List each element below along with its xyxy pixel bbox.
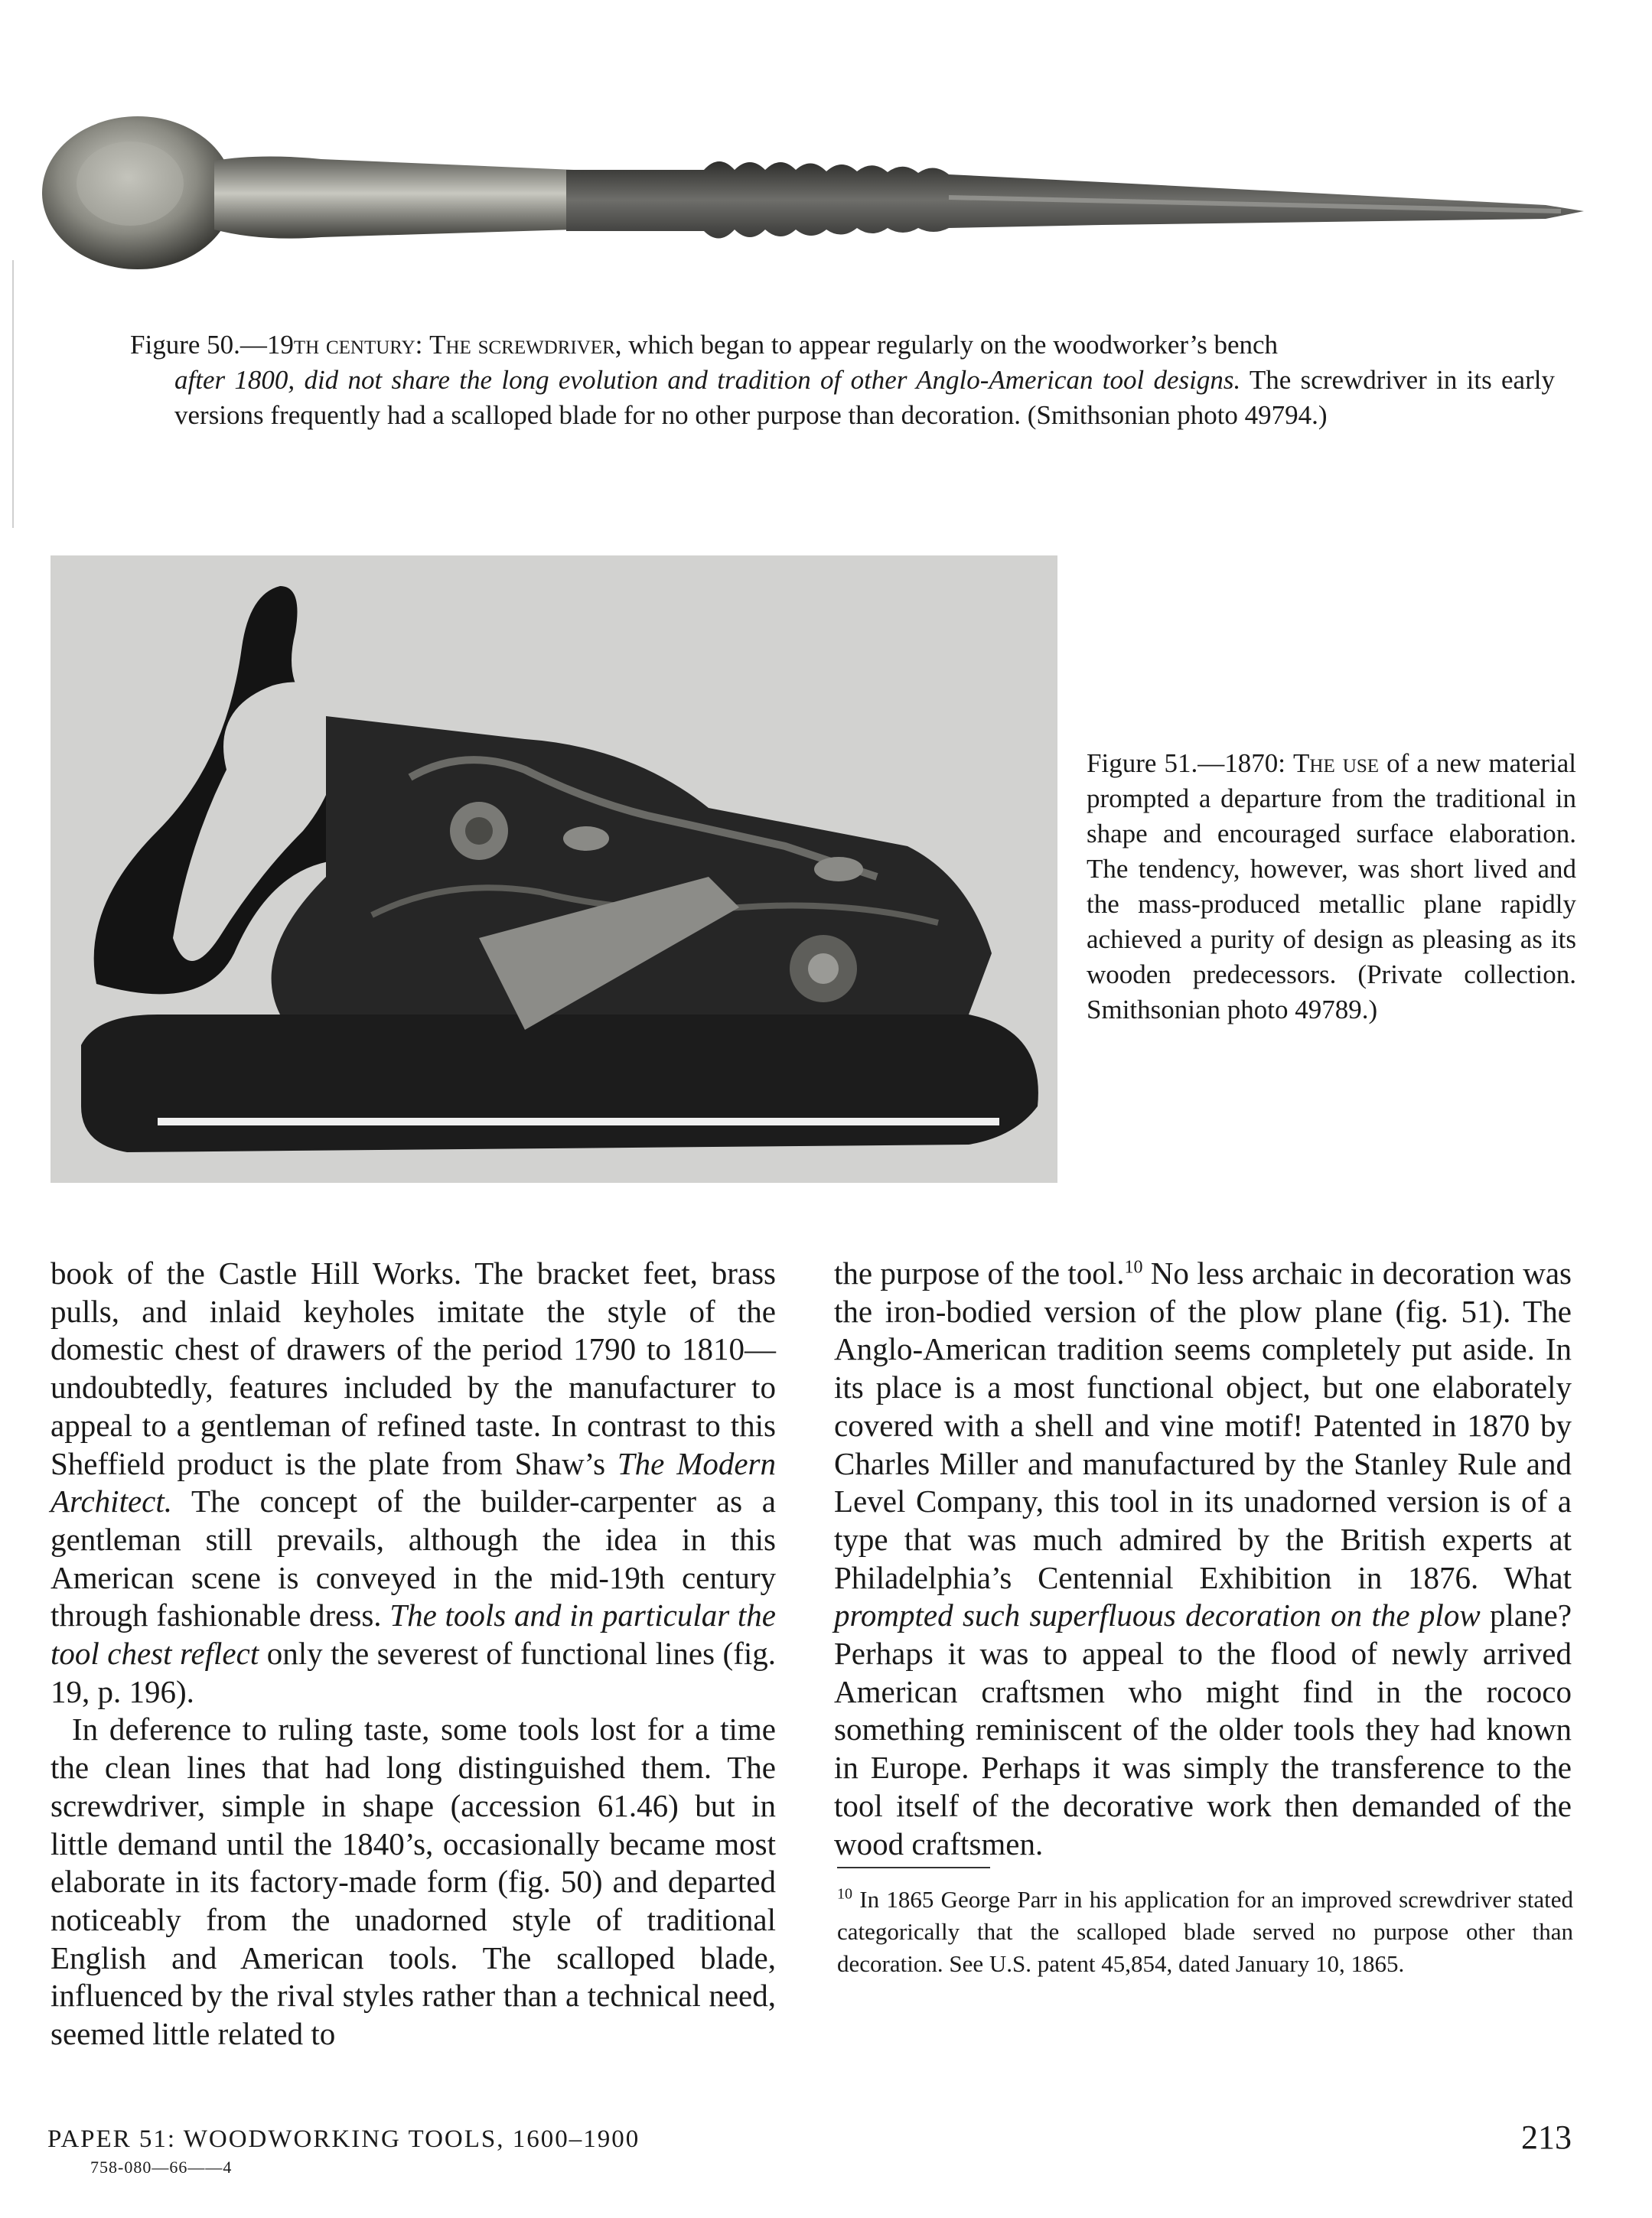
right-p1-text-a: the purpose of the tool.	[834, 1256, 1125, 1291]
right-p1-text-b: No less archaic in decoration was the iron-bodied version of the plow plane (fig. 51). The Anglo-American tradition seems completely put aside. In its place is a most functional object, but one elaborately covered with a shell and vine motif! Patented in 1870 by Charles Miller and manufactured by the Stanley Rule and Level Company, this tool in its unadorned version is of a type that was much admired by the British experts at Philadelphia’s Centennial Exhibition in 1876. What	[834, 1256, 1572, 1595]
screwdriver-photo	[31, 99, 1584, 291]
left-p1-text-italic: The tools and in particular the tool chest reflect	[51, 1598, 777, 1672]
figure-51-text: of a new material prompted a departure from the traditional in shape and encouraged surface elaboration. The tendency, however, was short lived and the mass-produced metallic plane rapidly achieved a purity of design as pleasing as its wooden predecessors. (Private collection. Smithsonian photo 49789.)	[1087, 748, 1576, 1024]
footnote-rule	[837, 1867, 990, 1868]
figure-50-era: 19th century:	[266, 330, 423, 360]
figure-51-lead: The use	[1293, 748, 1380, 778]
running-footer: PAPER 51: WOODWORKING TOOLS, 1600–1900	[47, 2125, 640, 2153]
figure-50-text-1: which began to appear regularly on the woodworker’s bench	[628, 330, 1279, 360]
right-column	[834, 1255, 1572, 1863]
figure-51-label: Figure 51.—1870:	[1087, 748, 1285, 778]
plow-plane-photo	[51, 555, 1057, 1183]
footnote	[837, 1884, 1573, 1980]
figure-50-caption	[130, 327, 1555, 433]
book-title: The Modern Architect.	[51, 1445, 776, 1519]
page-number: 213	[1521, 2119, 1572, 2156]
left-paragraph-1	[51, 1255, 776, 1711]
figure-50-lead: The screwdriver,	[429, 330, 622, 360]
footnote-number: 10	[837, 1885, 852, 1903]
footnote-text: In 1865 George Parr in his application for an improved screwdriver stated categorically that the scalloped blade served no purpose other than decoration. See U.S. patent 45,854, dated January 10, 1865.	[837, 1886, 1573, 1977]
figure-51-caption	[1087, 746, 1576, 1028]
right-p1-text-italic: prompted such superfluous decoration on the plow	[834, 1598, 1481, 1633]
footnote-reference: 10	[1124, 1257, 1143, 1278]
figure-50-label: Figure 50.—	[130, 330, 267, 360]
right-p1-text-d: plane? Perhaps it was to appeal to the flood of newly arrived American craftsmen who might find in the rococo something reminiscent of the older tools they had known in Europe. Perhaps it was simply the transference to the tool itself of the decorative work then demanded of the wood craftsmen.	[834, 1598, 1572, 1861]
right-paragraph-1	[834, 1255, 1572, 1863]
print-code: 758-080—66——4	[90, 2158, 233, 2177]
figure-50-text-italic: after 1800, did not share the long evolution and tradition of other Anglo-American tool designs.	[174, 365, 1241, 395]
left-column	[51, 1255, 776, 2054]
left-p1-text-d: only the severest of functional lines (fig. 19, p. 196).	[51, 1636, 776, 1709]
margin-rule	[12, 260, 14, 528]
left-p1-text-b: The concept of the builder-carpenter as a gentleman still prevails, although the idea in this American scene is conveyed in the mid-19th century through fashionable dress.	[51, 1484, 776, 1633]
left-paragraph-2: In deference to ruling taste, some tools lost for a time the clean lines that had long distinguished them. The screwdriver, simple in shape (accession 61.46) but in little demand until the 1840’s, occasionally became most elaborate in its factory-made form (fig. 50) and departed noticeably from the unadorned style of traditional English and American tools. The scalloped blade, influenced by the rival styles rather than a technical need, seemed little related to	[51, 1712, 776, 2052]
left-p1-text-a: book of the Castle Hill Works. The bracket feet, brass pulls, and inlaid keyholes imitate the style of the domestic chest of drawers of the period 1790 to 1810—undoubtedly, features included by the manufacturer to appeal to a gentleman of refined taste. In contrast to this Sheffield product is the plate from Shaw’s	[51, 1256, 776, 1481]
figure-50-text-3: The screwdriver in its early versions frequently had a scalloped blade for no other purpose than decoration. (Smithsonian photo 49794.)	[174, 365, 1555, 430]
